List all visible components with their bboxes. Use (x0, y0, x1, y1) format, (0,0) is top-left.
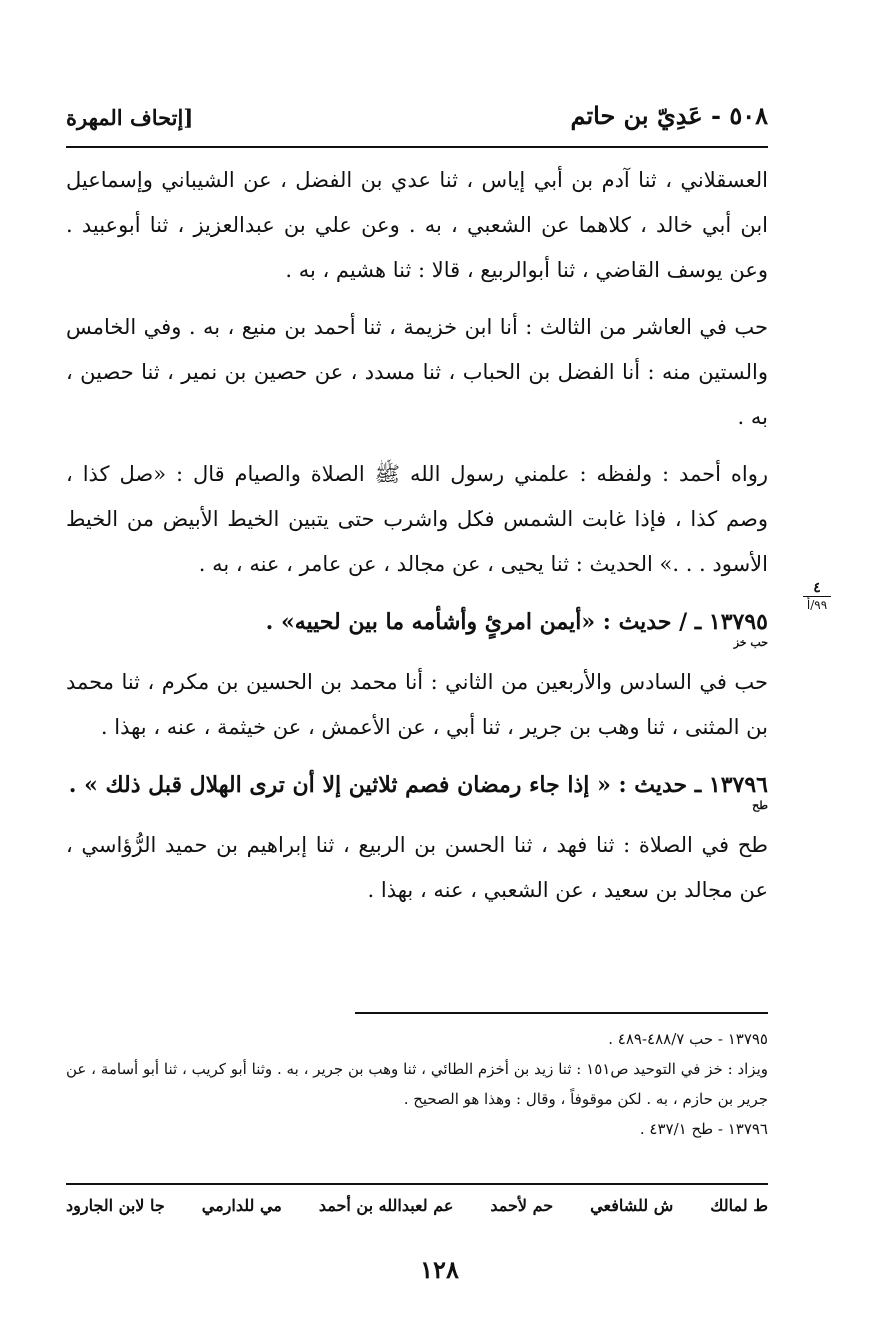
abbreviation: مي للدارمي (201, 1196, 282, 1215)
header-rule (66, 146, 768, 148)
page-number: ١٢٨ (420, 1255, 459, 1284)
paragraph: طح في الصلاة : ثنا فهد ، ثنا الحسن بن الربيع ، ثنا إبراهيم بن حميد الرُّؤاسي ، عن مجالد بن سعيد ، عن الشعبي ، عنه ، بهذا . (66, 833, 768, 902)
hadith-heading (66, 762, 768, 811)
paragraph: حب في العاشر من الثالث : أنا ابن خزيمة ، ثنا أحمد بن منيع ، به . وفي الخامس والستين منه : أنا الفضل بن الحباب ، ثنا مسدد ، عن حصين بن نمير ، ثنا حصين ، به . (66, 315, 768, 429)
paragraph: حب في السادس والأربعين من الثاني : أنا محمد بن الحسين بن مكرم ، ثنا محمد بن المثنى ، ثنا وهب بن جرير ، ثنا أبي ، عن الأعمش ، عن خيثمة ، عنه ، بهذا . (66, 670, 768, 739)
footnote-rule (355, 1012, 768, 1014)
footnote: ١٣٧٩٦ - طح ٤٣٧/١ . (639, 1120, 768, 1138)
abbreviation: حم لأحمد (490, 1196, 554, 1215)
hadith-heading-text: ١٣٧٩٥ ـ / حديث : «أيمن امرئٍ وأشأمه ما بين لحييه» . (265, 609, 768, 635)
main-text (66, 158, 768, 925)
hadith-sources: طح (752, 799, 768, 812)
hadith-sources: حب خز (733, 636, 768, 649)
footnote: ١٣٧٩٥ - حب ٤٨٨/٧-٤٨٩ . (608, 1030, 768, 1048)
abbreviation: ش للشافعي (590, 1196, 674, 1215)
abbreviations-rule (66, 1183, 768, 1185)
footnote: ويزاد : خز في التوحيد ص١٥١ : ثنا زيد بن أخزم الطائي ، ثنا وهب بن جرير ، به . وثنا أبو كريب ، ثنا أبو أسامة ، عن جرير بن حازم ، به . لكن موقوفاً ، وقال : وهذا هو الصحيح . (66, 1060, 768, 1108)
hadith-heading (66, 599, 768, 648)
margin-note-bottom: ٩٩/أ (806, 598, 828, 612)
running-header (66, 86, 768, 130)
paragraph: رواه أحمد : ولفظه : علمني رسول الله ﷺ الصلاة والصيام قال : «صل كذا ، وصم كذا ، فإذا غابت الشمس فكل واشرب حتى يتبين الخيط الأبيض من الخيط الأسود . . .» الحديث : ثنا يحيى ، عن مجالد ، عن عامر ، عنه ، به . (66, 462, 768, 576)
paragraph: العسقلاني ، ثنا آدم بن أبي إياس ، ثنا عدي بن الفضل ، عن الشيباني وإسماعيل ابن أبي خالد ، كلاهما عن الشعبي ، به . وعن علي بن عبدالعزيز ، ثنا أبوعبيد . وعن يوسف القاضي ، ثنا أبوالربيع ، قالا : ثنا هشيم ، به . (66, 168, 768, 282)
abbreviations-key (66, 1196, 768, 1215)
hadith-heading-text: ١٣٧٩٦ ـ حديث : « إذا جاء رمضان فصم ثلاثين إلا أن ترى الهلال قبل ذلك » . (68, 772, 768, 798)
abbreviation: جا لابن الجارود (66, 1196, 165, 1215)
margin-note (792, 580, 842, 613)
chapter-title: ٥٠٨ - عَدِيّ بن حاتم (570, 101, 768, 130)
book-title: [إتحاف المهرة (66, 105, 194, 130)
footnotes (66, 1024, 768, 1144)
abbreviation: عم لعبدالله بن أحمد (318, 1196, 454, 1215)
abbreviation: ط لمالك (710, 1196, 768, 1215)
margin-note-top: ٤ (803, 580, 831, 597)
